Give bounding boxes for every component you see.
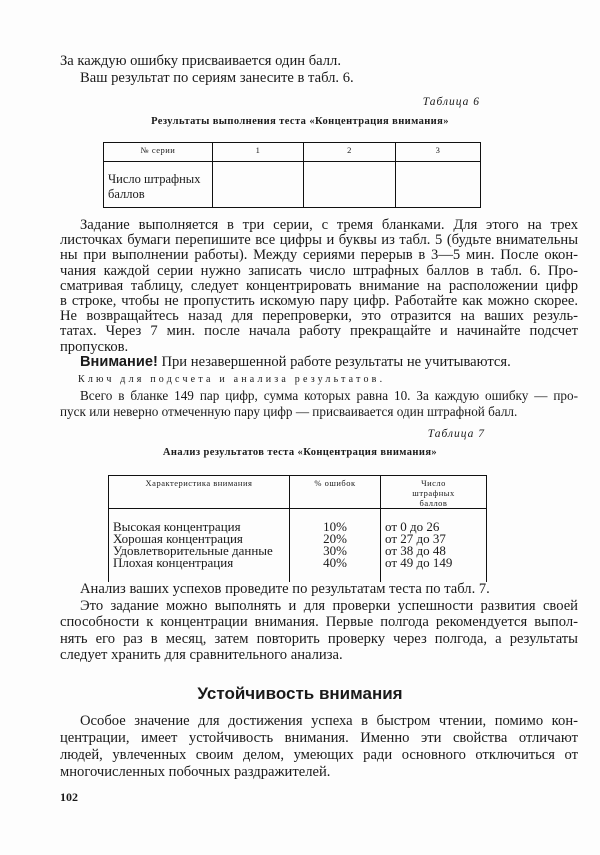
row-label: Число штрафных баллов	[104, 162, 213, 208]
table-cell: от 38 до 48	[385, 543, 446, 558]
table6-label: Таблица 6	[422, 96, 480, 108]
text-line: людей, увлеченных своим делом, умеющих ради основного отключиться от	[60, 747, 578, 763]
warning-text: При незавершенной работе результаты не учитываются.	[157, 354, 511, 370]
table-cell	[304, 162, 396, 208]
table-header: Число штрафных баллов	[381, 476, 487, 509]
section-heading: Устойчивость внимания	[197, 684, 403, 703]
text-line: За каждую ошибку присваивается один балл.	[60, 53, 341, 69]
text-line: Задание выполняется в три серии, с тремя бланками. Для этого на трех	[80, 217, 578, 233]
table-cell: 20%	[323, 531, 347, 546]
table-cell: от 0 до 26	[385, 519, 440, 534]
text-line: пуск или неверно отмеченную пару цифр — присваивается один штрафной балл.	[60, 404, 518, 419]
warning	[80, 355, 511, 370]
table6	[103, 142, 481, 208]
table-cell: от 49 до 149	[385, 555, 453, 570]
text-line: Это задание можно выполнять и для проверки успешности развития своей	[80, 597, 578, 614]
text-line: сматривая таблицу, следует концентрировать внимание на расположении цифр	[60, 277, 578, 294]
table-cell: от 27 до 37	[385, 531, 446, 546]
col-characteristic	[109, 509, 290, 582]
col-points	[381, 509, 487, 582]
table-cell: 30%	[323, 543, 347, 558]
table-cell: 10%	[323, 519, 347, 534]
table7-label: Таблица 7	[427, 428, 485, 440]
text-line: Ваш результат по сериям занесите в табл. 6.	[80, 70, 354, 86]
text-line: Всего в бланке 149 пар цифр, сумма которых равна 10. За каждую ошибку — про-	[80, 388, 578, 403]
text-line: центрации, имеет устойчивость внимания. Именно эти свойства отличают	[60, 730, 578, 746]
text-line: нять его раз в месяц, затем повторить проверку через полгода, а результаты	[60, 630, 578, 647]
table-header: Характеристика внимания	[109, 476, 290, 509]
table-cell	[213, 162, 304, 208]
table-header: 3	[396, 143, 481, 162]
col-percent	[290, 509, 381, 582]
text-line: татах. Через 7 мин. после начала работу прекращайте и начинайте подсчет	[60, 323, 578, 340]
text-line: пропусков.	[60, 338, 129, 355]
table-header: % ошибок	[290, 476, 381, 509]
warning-bold: Внимание!	[80, 354, 158, 370]
text-line: Анализ ваших успехов проведите по результатам теста по табл. 7.	[80, 581, 490, 597]
table-cell: Высокая концентрация	[113, 519, 241, 534]
page-number: 102	[60, 790, 78, 804]
text-line: многочисленных побочных раздражителей.	[60, 764, 331, 780]
text-line: Особое значение для достижения успеха в быстром чтении, помимо кон-	[80, 713, 578, 729]
text-line: листочках бумаги перепишите все цифры и буквы из табл. 5 (будьте внимательны	[60, 232, 578, 249]
table-cell: Хорошая концентрация	[113, 531, 243, 546]
table-cell	[396, 162, 481, 208]
table7-title: Анализ результатов теста «Концентрация внимания»	[162, 447, 438, 458]
table-cell: Удовлетворительные данные	[113, 543, 273, 558]
table-header: 1	[213, 143, 304, 162]
text-line: следует хранить для сравнительного анализа.	[60, 647, 343, 663]
table-header: № серии	[104, 143, 213, 162]
table-cell: 40%	[323, 555, 347, 570]
text-line: Не возвращайтесь назад для перепроверки, это отразится на ваших резуль-	[60, 308, 578, 325]
text-line: ны при выполнении работы). Между сериями перерыв в 3—5 мин. После окон-	[60, 247, 578, 264]
text-line: способности к концентрации внимания. Первые полгода рекомендуется выпол-	[60, 614, 578, 630]
key-heading: Ключ для подсчета и анализа результатов.	[78, 374, 386, 385]
table6-title: Результаты выполнения теста «Концентрация внимания»	[151, 116, 449, 127]
text-line: в строке, чтобы не пропустить искомую пару цифр. Работайте как можно скорее.	[60, 293, 578, 309]
table-header: 2	[304, 143, 396, 162]
text-line: чания каждой серии нужно записать число штрафных баллов в табл. 6. Про-	[60, 262, 578, 279]
table7	[108, 475, 487, 582]
table-cell: Плохая концентрация	[113, 555, 234, 570]
